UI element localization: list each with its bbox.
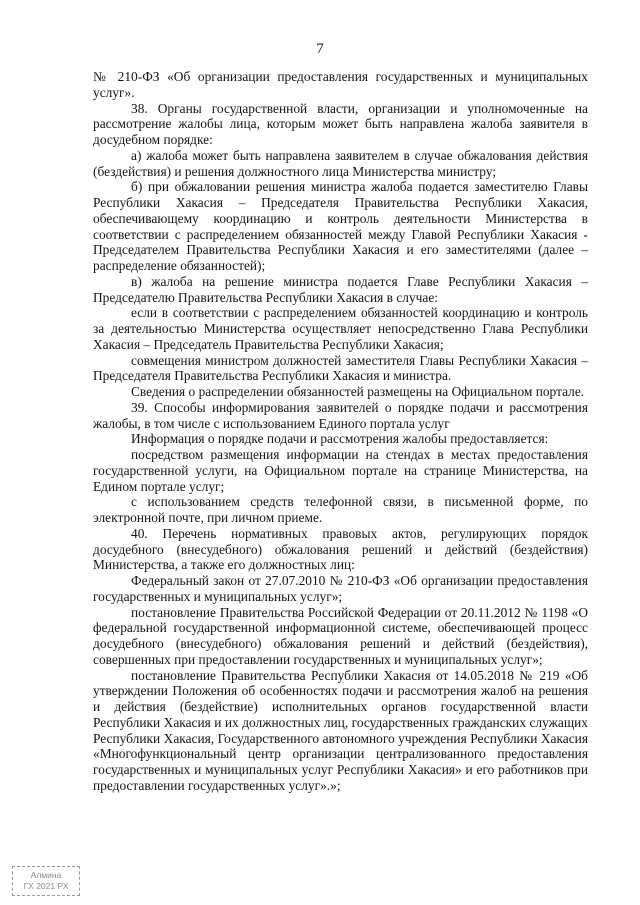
paragraph-item-38: 38. Органы государственной власти, организации и уполномоченные на рассмотрение жалобы лица, которым может быть направлена жалоба заявителя в досудебном порядке: xyxy=(93,100,588,147)
paragraph-item-40: 40. Перечень нормативных правовых актов, регулирующих порядок досудебного (внесудебного) обжалования решений и действий (бездействия) Министерства, а также его должностных лиц: xyxy=(93,525,588,573)
paragraph-39-intro: Информация о порядке подачи и рассмотрения жалобы предоставляется: xyxy=(131,431,549,447)
paragraph-40-act-1: Федеральный закон от 27.07.2010 № 210-ФЗ «Об организации предоставления государственных и муниципальных услуг»; xyxy=(93,573,588,604)
paragraph-40-act-2: постановление Правительства Российской Федерации от 20.11.2012 № 1198 «О федеральной государственной информационной системе, обеспечивающей процесс досудебного (внесудебного) обжалования решений и действий (бездействия), совершенных при предоставлении государственных и муниципальных услуг»; xyxy=(93,604,588,667)
paragraph-38-v-case-1: если в соответствии с распределением обязанностей координацию и контроль за деятельностью Министерства осуществляет непосредственно Глава Республики Хакасия – Председатель Правительства Республики Хакасия; xyxy=(93,305,588,352)
paragraph-38-v: в) жалоба на решение министра подается Главе Республики Хакасия – Председателю Правительства Республики Хакасия в случае: xyxy=(93,273,588,305)
paragraph-38-b: б) при обжаловании решения министра жалоба подается заместителю Главы Республики Хакасия – Председателя Правительства Республики Хакасия, обеспечивающему координацию и контроль деятельности Министерства в соответствии с распределением обязанностей между Главой Республики Хакасия - Председателем Правительства Республики Хакасия и его заместителями (далее – распределение обязанностей); xyxy=(93,179,588,273)
paragraph-40-act-3: постановление Правительства Республики Хакасия от 14.05.2018 № 219 «Об утверждении Положения об особенностях подачи и рассмотрения жалоб на решения и действия (бездействие) исполнительных органов государственной власти Республики Хакасия и их должностных лиц, государственных гражданских служащих Республики Хакасия, Государственного автономного учреждения Республики Хакасия «Многофункциональный центр организации централизованного предоставления государственных и муниципальных услуг Республики Хакасия» и его работников при предоставлении государственных услуг».»; xyxy=(93,667,588,793)
paragraph-38-v-case-2: совмещения министром должностей заместителя Главы Республики Хакасия – Председателя Правительства Республики Хакасия и министра. xyxy=(93,352,588,384)
page-number: 7 xyxy=(316,41,324,57)
stamp-line-1: Алмина xyxy=(30,870,62,880)
paragraph-39-method-1: посредством размещения информации на стендах в местах предоставления государственной услуги, на Официальном портале на странице Министерства, на Едином портале услуг; xyxy=(93,447,588,494)
stamp-line-2: ГХ 2021 РХ xyxy=(23,881,69,891)
paragraph-continuation: № 210-ФЗ «Об организации предоставления государственных и муниципальных услуг». xyxy=(93,69,588,100)
paragraph-38-a: а) жалоба может быть направлена заявителем в случае обжалования действия (бездействия) и решения должностного лица Министерства министру; xyxy=(93,147,588,179)
document-body xyxy=(93,69,588,794)
paragraph-38-info: Сведения о распределении обязанностей размещены на Официальном портале. xyxy=(131,384,585,399)
paragraph-39-method-2: с использованием средств телефонной связи, в письменной форме, по электронной почте, при личном приеме. xyxy=(93,494,588,525)
paragraph-item-39: 39. Способы информирования заявителей о порядке подачи и рассмотрения жалобы, в том числе с использованием Единого портала услуг xyxy=(93,399,588,431)
registration-stamp xyxy=(12,866,80,896)
